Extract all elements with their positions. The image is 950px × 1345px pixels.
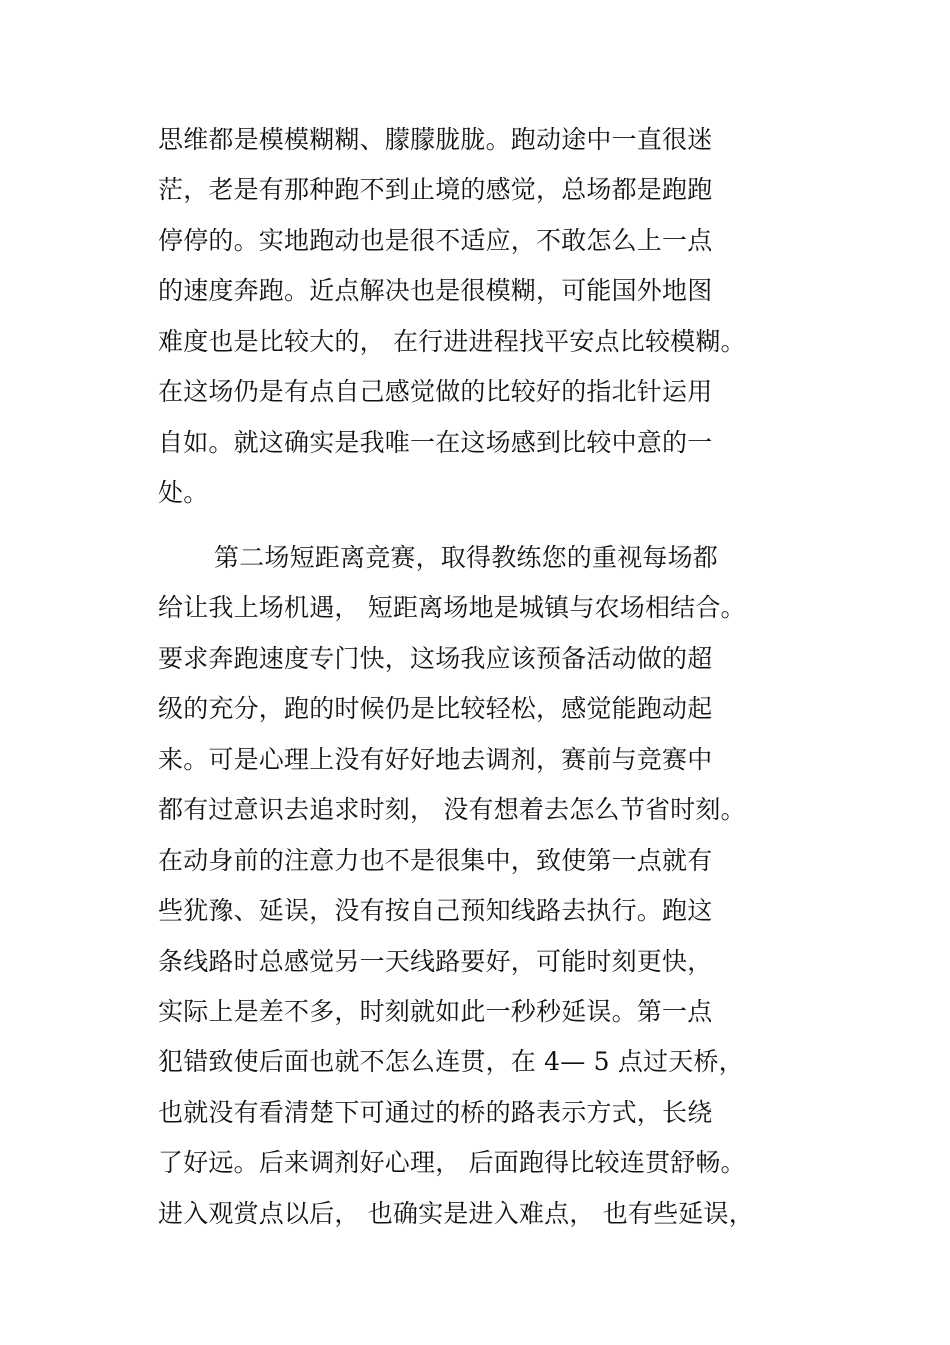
paragraph-2-line-5: 来。可是心理上没有好好地去调剂，赛前与竞赛中 (158, 745, 713, 774)
paragraph-1-line-5: 难度也是比较大的， 在行进进程找平安点比较模糊。 (158, 327, 746, 356)
paragraph-2-line-13: 了好远。后来调剂好心理， 后面跑得比较连贯舒畅。 (158, 1148, 746, 1177)
paragraph-1-line-7: 自如。就这确实是我唯一在这场感到比较中意的一 (158, 428, 713, 457)
paragraph-2-line-9: 条线路时总感觉另一天线路要好，可能时刻更快， (158, 947, 713, 976)
paragraph-2-line-10: 实际上是差不多，时刻就如此一秒秒延误。第一点 (158, 997, 713, 1026)
paragraph-1-line-2: 茫，老是有那种跑不到止境的感觉，总场都是跑跑 (158, 175, 713, 204)
paragraph-2-line-11: 犯错致使后面也就不怎么连贯，在 4— 5 点过天桥， (158, 1047, 744, 1076)
paragraph-1-line-4: 的速度奔跑。近点解决也是很模糊，可能国外地图 (158, 276, 713, 305)
paragraph-2-line-3: 要求奔跑速度专门快，这场我应该预备活动做的超 (158, 644, 713, 673)
paragraph-2-line-2: 给让我上场机遇， 短距离场地是城镇与农场相结合。 (158, 593, 746, 622)
paragraph-1-line-8: 处。 (158, 478, 209, 507)
paragraph-2-line-6: 都有过意识去追求时刻， 没有想着去怎么节省时刻。 (158, 795, 746, 824)
paragraph-1-line-6: 在这场仍是有点自己感觉做的比较好的指北针运用 (158, 377, 713, 406)
paragraph-2-line-8: 些犹豫、延误，没有按自己预知线路去执行。跑这 (158, 896, 713, 925)
paragraph-2-line-1: 第二场短距离竞赛，取得教练您的重视每场都 (214, 543, 719, 572)
paragraph-2-line-7: 在动身前的注意力也不是很集中，致使第一点就有 (158, 846, 713, 875)
paragraph-1-line-1: 思维都是模模糊糊、朦朦胧胧。跑动途中一直很迷 (158, 125, 713, 154)
paragraph-2-line-12: 也就没有看清楚下可通过的桥的路表示方式，长绕 (158, 1098, 713, 1127)
paragraph-1-line-3: 停停的。实地跑动也是很不适应，不敢怎么上一点 (158, 226, 713, 255)
paragraph-2-line-4: 级的充分，跑的时候仍是比较轻松，感觉能跑动起 (158, 694, 713, 723)
paragraph-2-line-14: 进入观赏点以后， 也确实是进入难点， 也有些延误， (158, 1199, 754, 1228)
